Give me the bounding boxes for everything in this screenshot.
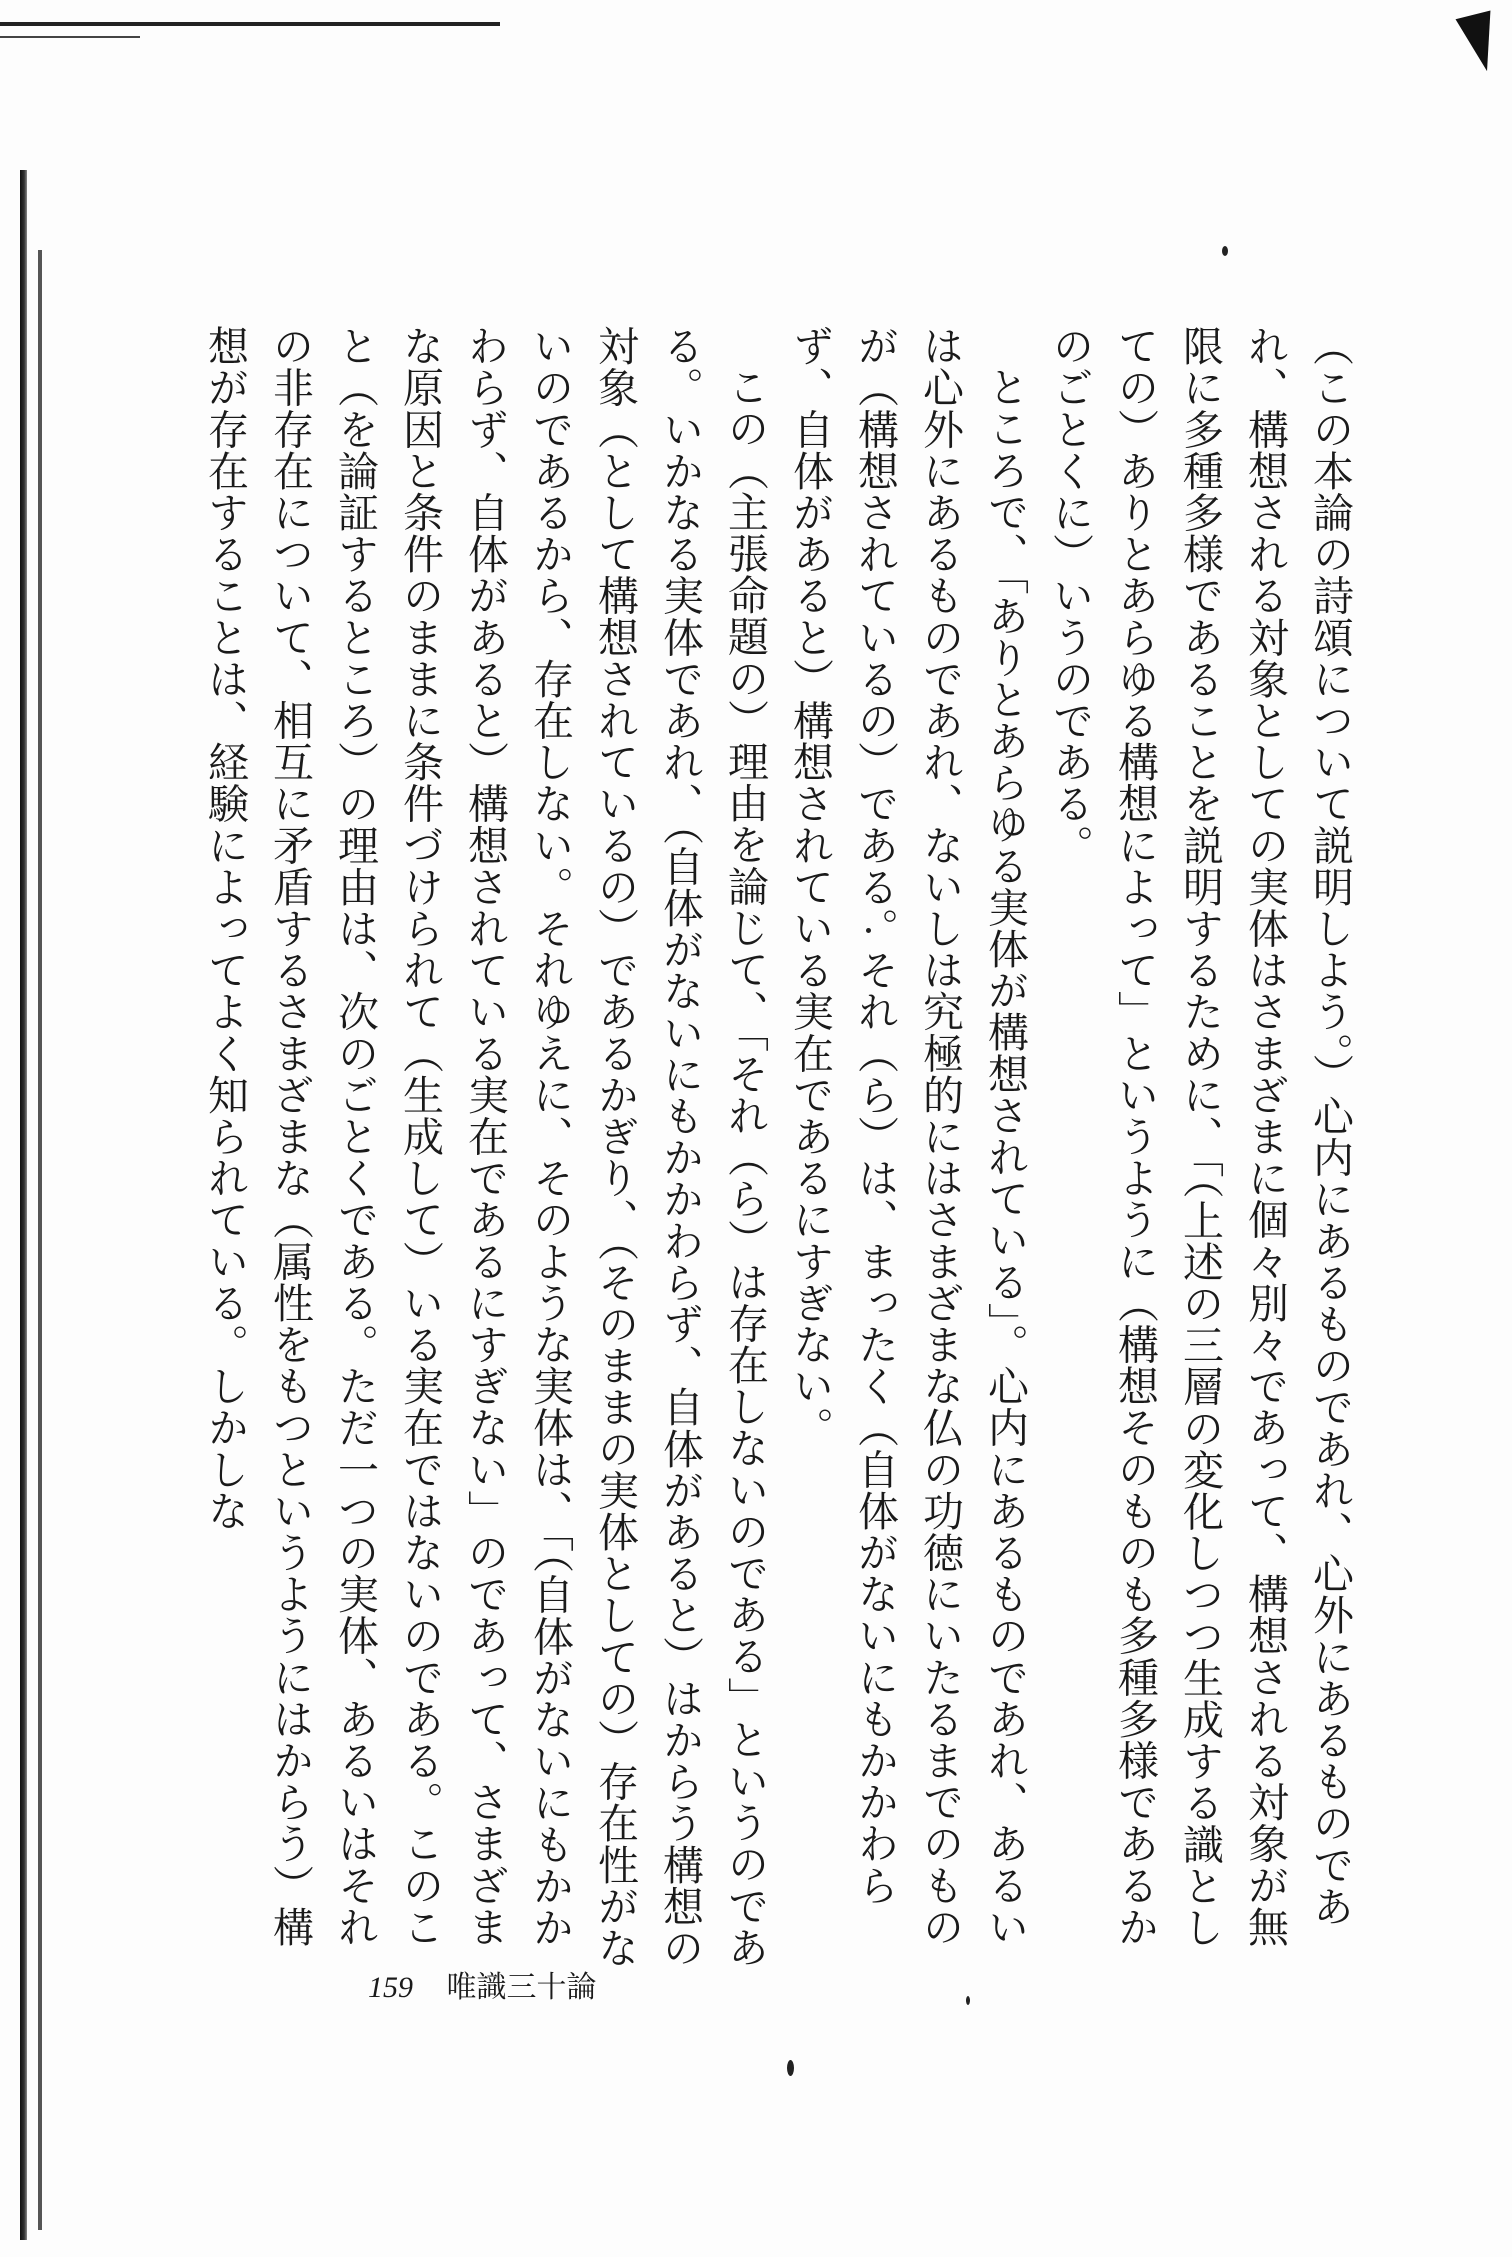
binding-edge-secondary bbox=[38, 250, 42, 2230]
paragraph: （この本論の詩頌について説明しよう。）心内にあるものであれ、心外にあるものであれ、構想される対象としての実体はさまざまに個々別々であって、構想される対象が無限に多種多様であることを説明するために、「（上述の三層の変化しつつ生成する識としての）ありとあらゆる構想によって」というように（構想そのものも多種多様であるかのごとくに）いうのである。 bbox=[1046, 325, 1354, 1948]
page-number: 159 bbox=[368, 1971, 413, 2004]
top-rule bbox=[0, 22, 500, 26]
binding-edge bbox=[20, 170, 27, 2240]
running-title: 唯識三十論 bbox=[446, 1971, 597, 2004]
body-text bbox=[192, 325, 1362, 1975]
top-rule-secondary bbox=[0, 36, 140, 38]
paragraph: ところで、「ありとあらゆる実体が構想されている」。心内にあるものであれ、あるいは心外にあるものであれ、ないしは究極的にはさまざまな仏の功徳にいたるまでのものが（構想されているの）である。それ（ら）は、まったく（自体がないにもかかわらず、自体があると）構想されている実在であるにすぎない。 bbox=[786, 325, 1029, 1948]
page-footer bbox=[368, 1962, 597, 2006]
scan-speck bbox=[787, 2060, 794, 2076]
scan-speck bbox=[966, 1996, 970, 2005]
paragraph: この（主張命題の）理由を論じて、「それ（ら）は存在しないのである」というのである。いかなる実体であれ、（自体がないにもかかわらず、自体があると）はからう構想の対象（として構想されているの）であるかぎり、（そのままの実体としての）存在性がないのであるから、存在しない。それゆえに、そのような実体は、「（自体がないにもかかわらず、自体があると）構想されている実在であるにすぎない」のであって、さまざまな原因と条件のままに条件づけられて（生成して）いる実在ではないのである。このこと（を論証するところ）の理由は、次のごとくである。ただ一つの実体、あるいはそれの非存在について、相互に矛盾するさまざまな（属性をもつというようにはからう）構想が存在することは、経験によってよく知られている。しかしな bbox=[201, 325, 769, 1969]
corner-mark bbox=[1456, 11, 1505, 76]
scan-speck bbox=[1222, 246, 1228, 256]
